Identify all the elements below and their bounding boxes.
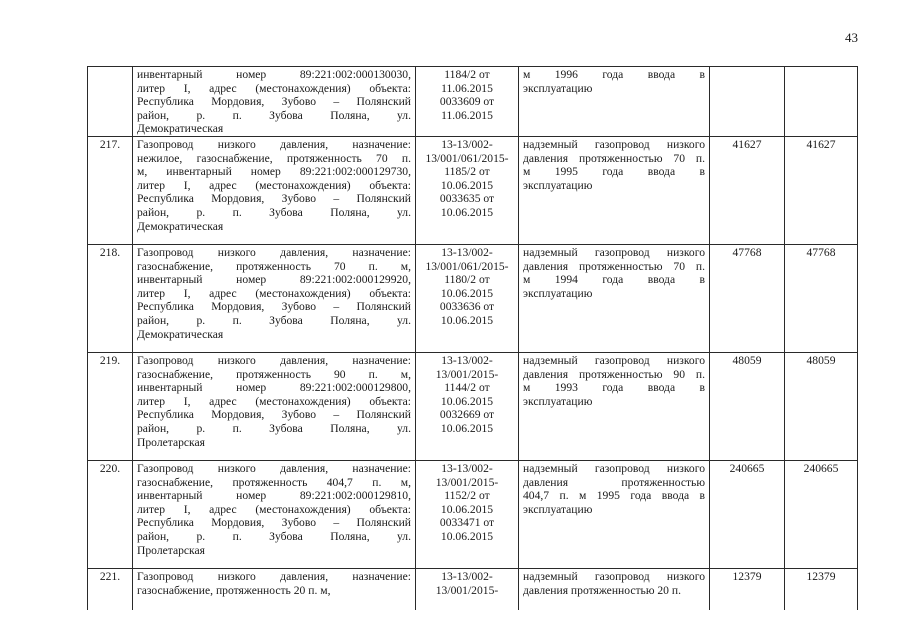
cell-line: 13/001/061/2015- bbox=[425, 151, 509, 165]
cell-line: давления протяженностью 90 п. bbox=[523, 367, 705, 381]
cell-line: литер I, адрес (местонахождения) объекта: bbox=[137, 502, 411, 516]
book-value-cell: 240665 bbox=[710, 460, 785, 568]
cell-line: Пролетарская bbox=[137, 543, 205, 557]
book-value-cell: 12379 bbox=[710, 568, 785, 610]
cell-line: Газопровод низкого давления, назначение: bbox=[137, 137, 411, 151]
row-number-cell bbox=[88, 67, 133, 137]
characteristics-cell bbox=[519, 67, 710, 137]
cell-line: 13/001/2015- bbox=[435, 367, 499, 381]
cell-line: давления протяженностью 70 п. bbox=[523, 259, 705, 273]
row-number-cell: 221. bbox=[88, 568, 133, 610]
cell-line: инвентарный номер 89:221:002:000129810, bbox=[137, 489, 411, 503]
registration-cell bbox=[416, 244, 519, 352]
book-value-cell: 48059 bbox=[710, 352, 785, 460]
table-row bbox=[88, 136, 858, 244]
cell-line: 10.06.2015 bbox=[440, 313, 494, 327]
registration-cell bbox=[416, 67, 519, 137]
cell-line: район, р. п. Зубова Поляна, ул. bbox=[137, 421, 411, 435]
characteristics-cell bbox=[519, 568, 710, 610]
cell-line: 13-13/002- bbox=[441, 245, 493, 259]
row-number-cell: 219. bbox=[88, 352, 133, 460]
table-row bbox=[88, 460, 858, 568]
cell-line: Демократическая bbox=[137, 327, 224, 341]
cell-line: эксплуатацию bbox=[523, 502, 593, 516]
cell-line: давления протяженностью 20 п. bbox=[523, 583, 681, 597]
cell-line: газоснабжение, протяженность 90 п. м, bbox=[137, 367, 411, 381]
cell-line: район, р. п. Зубова Поляна, ул. bbox=[137, 108, 411, 122]
cell-line: район, р. п. Зубова Поляна, ул. bbox=[137, 529, 411, 543]
row-number-cell: 218. bbox=[88, 244, 133, 352]
cell-line: 0033636 от bbox=[439, 300, 495, 314]
registration-cell bbox=[416, 136, 519, 244]
cell-line: Пролетарская bbox=[137, 435, 205, 449]
registration-cell bbox=[416, 352, 519, 460]
cell-line: 1144/2 от bbox=[444, 381, 490, 395]
object-description-cell bbox=[133, 136, 416, 244]
object-description-cell bbox=[133, 352, 416, 460]
registration-cell bbox=[416, 460, 519, 568]
cell-line: 0033609 от bbox=[439, 95, 495, 109]
residual-value-cell bbox=[785, 67, 858, 137]
cell-line: литер I, адрес (местонахождения) объекта: bbox=[137, 178, 411, 192]
row-number-cell: 220. bbox=[88, 460, 133, 568]
cell-line: литер I, адрес (местонахождения) объекта: bbox=[137, 286, 411, 300]
cell-line: район, р. п. Зубова Поляна, ул. bbox=[137, 205, 411, 219]
cell-line: 404,7 п. м 1995 года ввода в bbox=[523, 489, 705, 503]
cell-line: инвентарный номер 89:221:002:000130030, bbox=[137, 68, 411, 81]
registration-cell bbox=[416, 568, 519, 610]
cell-line: газоснабжение, протяженность 404,7 п. м, bbox=[137, 475, 411, 489]
table-row bbox=[88, 568, 858, 610]
cell-line: 10.06.2015 bbox=[440, 421, 494, 435]
cell-line: эксплуатацию bbox=[523, 394, 593, 408]
property-registry-table bbox=[87, 66, 858, 610]
cell-line: 1184/2 от bbox=[444, 68, 490, 81]
table-row bbox=[88, 244, 858, 352]
book-value-cell: 47768 bbox=[710, 244, 785, 352]
cell-line: 13/001/2015- bbox=[435, 583, 499, 597]
cell-line: Газопровод низкого давления, назначение: bbox=[137, 569, 411, 583]
characteristics-cell bbox=[519, 136, 710, 244]
object-description-cell bbox=[133, 67, 416, 137]
residual-value-cell: 47768 bbox=[785, 244, 858, 352]
cell-line: м 1996 года ввода в bbox=[523, 68, 705, 81]
cell-line: 13-13/002- bbox=[441, 461, 493, 475]
object-description-cell bbox=[133, 568, 416, 610]
cell-line: инвентарный номер 89:221:002:000129800, bbox=[137, 381, 411, 395]
cell-line: 10.06.2015 bbox=[440, 394, 494, 408]
cell-line: 0033471 от bbox=[439, 516, 495, 530]
cell-line: 10.06.2015 bbox=[440, 502, 494, 516]
cell-line: 1180/2 от bbox=[444, 273, 490, 287]
cell-line: надземный газопровод низкого bbox=[523, 137, 705, 151]
cell-line: газоснабжение, протяженность 70 п. м, bbox=[137, 259, 411, 273]
cell-line: 11.06.2015 bbox=[441, 108, 493, 122]
cell-line: 10.06.2015 bbox=[440, 529, 494, 543]
residual-value-cell: 48059 bbox=[785, 352, 858, 460]
table-row bbox=[88, 67, 858, 137]
cell-line: надземный газопровод низкого bbox=[523, 245, 705, 259]
characteristics-cell bbox=[519, 460, 710, 568]
cell-line: м, инвентарный номер 89:221:002:000129730, bbox=[137, 165, 411, 179]
cell-line: надземный газопровод низкого bbox=[523, 353, 705, 367]
cell-line: район, р. п. Зубова Поляна, ул. bbox=[137, 313, 411, 327]
cell-line: инвентарный номер 89:221:002:000129920, bbox=[137, 273, 411, 287]
cell-line: эксплуатацию bbox=[523, 81, 593, 95]
cell-line: Республика Мордовия, Зубово – Полянский bbox=[137, 408, 411, 422]
book-value-cell bbox=[710, 67, 785, 137]
row-number-cell: 217. bbox=[88, 136, 133, 244]
residual-value-cell: 41627 bbox=[785, 136, 858, 244]
cell-line: 13-13/002- bbox=[441, 569, 493, 583]
cell-line: давления протяженностью bbox=[523, 475, 705, 489]
cell-line: литер I, адрес (местонахождения) объекта: bbox=[137, 81, 411, 95]
cell-line: Республика Мордовия, Зубово – Полянский bbox=[137, 516, 411, 530]
cell-line: газоснабжение, протяженность 20 п. м, bbox=[137, 583, 331, 597]
cell-line: м 1995 года ввода в bbox=[523, 165, 705, 179]
cell-line: давления протяженностью 70 п. bbox=[523, 151, 705, 165]
cell-line: 0033635 от bbox=[439, 192, 495, 206]
cell-line: м 1993 года ввода в bbox=[523, 381, 705, 395]
cell-line: Республика Мордовия, Зубово – Полянский bbox=[137, 192, 411, 206]
cell-line: 10.06.2015 bbox=[440, 286, 494, 300]
cell-line: эксплуатацию bbox=[523, 178, 593, 192]
cell-line: эксплуатацию bbox=[523, 286, 593, 300]
cell-line: 11.06.2015 bbox=[441, 81, 493, 95]
object-description-cell bbox=[133, 460, 416, 568]
cell-line: Демократическая bbox=[137, 122, 224, 136]
cell-line: 13-13/002- bbox=[441, 353, 493, 367]
cell-line: 0032669 от bbox=[439, 408, 495, 422]
cell-line: Республика Мордовия, Зубово – Полянский bbox=[137, 300, 411, 314]
cell-line: м 1994 года ввода в bbox=[523, 273, 705, 287]
cell-line: 13/001/2015- bbox=[435, 475, 499, 489]
book-value-cell: 41627 bbox=[710, 136, 785, 244]
cell-line: надземный газопровод низкого bbox=[523, 569, 705, 583]
registry-table-body bbox=[88, 67, 858, 610]
cell-line: нежилое, газоснабжение, протяженность 70 п. bbox=[137, 151, 411, 165]
cell-line: литер I, адрес (местонахождения) объекта: bbox=[137, 394, 411, 408]
page-number: 43 bbox=[845, 30, 858, 45]
cell-line: Республика Мордовия, Зубово – Полянский bbox=[137, 95, 411, 109]
cell-line: 10.06.2015 bbox=[440, 178, 494, 192]
cell-line: 1152/2 от bbox=[444, 489, 490, 503]
cell-line: Газопровод низкого давления, назначение: bbox=[137, 353, 411, 367]
cell-line: Газопровод низкого давления, назначение: bbox=[137, 461, 411, 475]
cell-line: 13-13/002- bbox=[441, 137, 493, 151]
cell-line: 10.06.2015 bbox=[440, 205, 494, 219]
characteristics-cell bbox=[519, 352, 710, 460]
table-row bbox=[88, 352, 858, 460]
characteristics-cell bbox=[519, 244, 710, 352]
cell-line: 1185/2 от bbox=[444, 165, 490, 179]
residual-value-cell: 240665 bbox=[785, 460, 858, 568]
cell-line: Демократическая bbox=[137, 219, 224, 233]
cell-line: 13/001/061/2015- bbox=[425, 259, 509, 273]
cell-line: надземный газопровод низкого bbox=[523, 461, 705, 475]
object-description-cell bbox=[133, 244, 416, 352]
residual-value-cell: 12379 bbox=[785, 568, 858, 610]
cell-line: Газопровод низкого давления, назначение: bbox=[137, 245, 411, 259]
